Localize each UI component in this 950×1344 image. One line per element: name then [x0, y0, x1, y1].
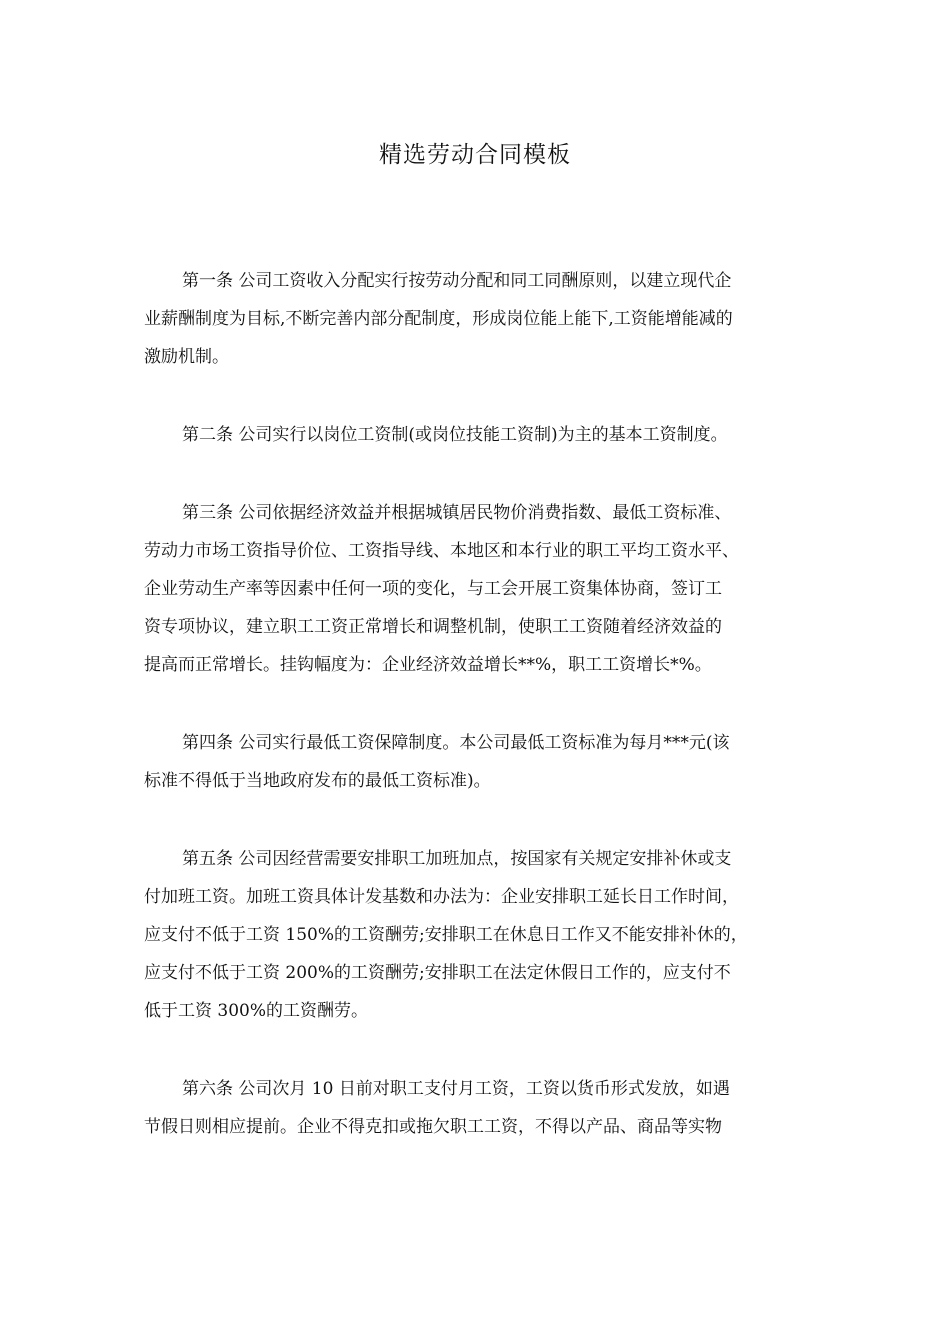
paragraph-line: 第六条 公司次月 10 日前对职工支付月工资，工资以货币形式发放，如遇	[182, 1079, 730, 1099]
document-title: 精选劳动合同模板	[379, 142, 571, 168]
paragraph-line: 企业劳动生产率等因素中任何一项的变化，与工会开展工资集体协商，签订工	[144, 579, 722, 599]
paragraph-line: 付加班工资。加班工资具体计发基数和办法为：企业安排职工延长日工作时间，	[144, 887, 739, 907]
paragraph-line: 劳动力市场工资指导价位、工资指导线、本地区和本行业的职工平均工资水平、	[144, 541, 739, 561]
paragraph-line: 第四条 公司实行最低工资保障制度。本公司最低工资标准为每月***元(该	[182, 733, 730, 753]
paragraph-line: 激励机制。	[144, 347, 229, 367]
paragraph-line: 第二条 公司实行以岗位工资制(或岗位技能工资制)为主的基本工资制度。	[182, 425, 728, 445]
paragraph-line: 资专项协议，建立职工工资正常增长和调整机制，使职工工资随着经济效益的	[144, 617, 722, 637]
paragraph-line: 标准不得低于当地政府发布的最低工资标准)。	[144, 771, 491, 791]
paragraph-line: 业薪酬制度为目标,不断完善内部分配制度，形成岗位能上能下,工资能增能减的	[144, 309, 733, 329]
paragraph-line: 第五条 公司因经营需要安排职工加班加点，按国家有关规定安排补休或支	[182, 849, 732, 869]
paragraph-line: 应支付不低于工资 200%的工资酬劳;安排职工在法定休假日工作的，应支付不	[144, 963, 731, 983]
paragraph-line: 低于工资 300%的工资酬劳。	[144, 1001, 369, 1021]
paragraph-line: 节假日则相应提前。企业不得克扣或拖欠职工工资，不得以产品、商品等实物	[144, 1117, 722, 1137]
article-5-paragraph	[144, 840, 806, 1030]
article-2-paragraph	[144, 416, 806, 454]
paragraph-line: 第一条 公司工资收入分配实行按劳动分配和同工同酬原则，以建立现代企	[182, 271, 732, 291]
paragraph-line: 第三条 公司依据经济效益并根据城镇居民物价消费指数、最低工资标准、	[182, 503, 732, 523]
article-1-paragraph	[144, 262, 806, 376]
article-3-paragraph	[144, 494, 806, 684]
paragraph-line: 提高而正常增长。挂钩幅度为：企业经济效益增长**%，职工工资增长*%。	[144, 655, 712, 675]
article-4-paragraph	[144, 724, 806, 800]
paragraph-line: 应支付不低于工资 150%的工资酬劳;安排职工在休息日工作又不能安排补休的，	[144, 925, 748, 945]
document-body	[144, 262, 806, 1186]
article-6-paragraph	[144, 1070, 806, 1146]
